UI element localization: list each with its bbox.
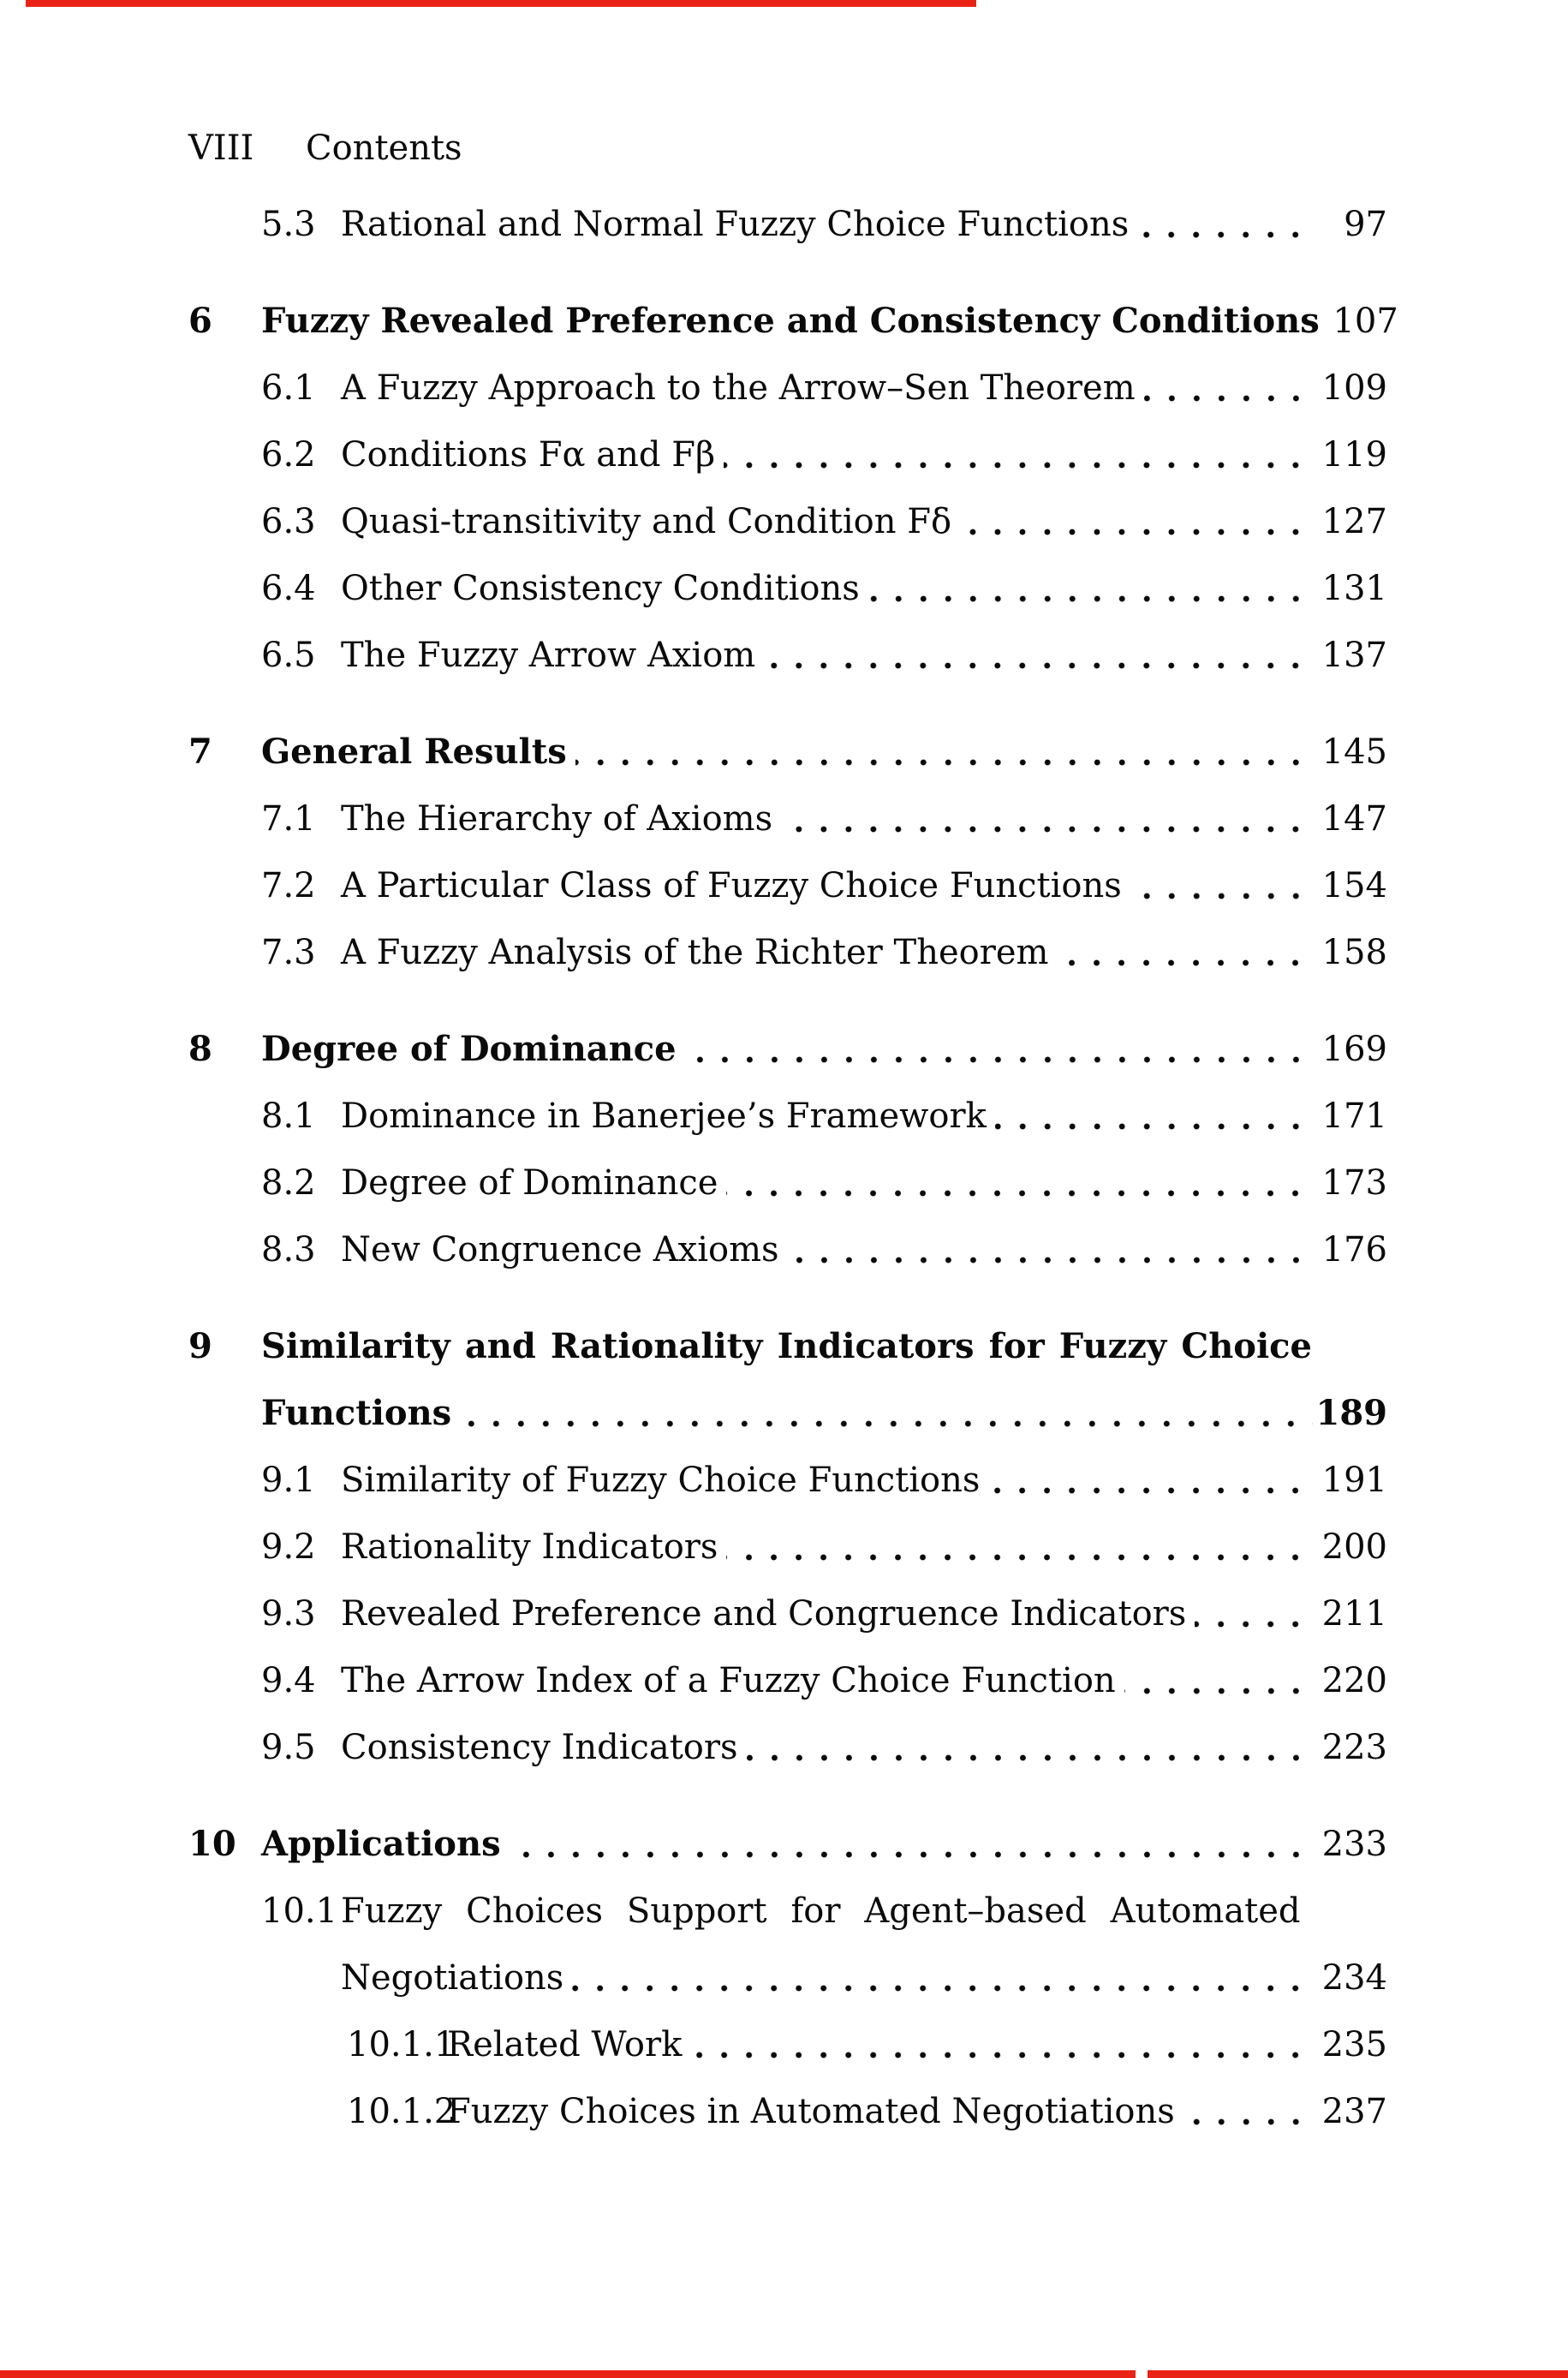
entry-title: New Congruence Axioms (341, 1230, 779, 1270)
entry-title: The Hierarchy of Axioms (341, 799, 773, 839)
toc-entry (0, 202, 1387, 247)
toc-entry (0, 433, 1387, 477)
toc-entry (0, 1525, 1387, 1569)
dot-leader (685, 1056, 1317, 1063)
entry-title: Related Work (447, 2025, 683, 2064)
dot-leader (1195, 1621, 1317, 1628)
entry-title: Rational and Normal Fuzzy Choice Functions (341, 205, 1130, 244)
entry-page-number: 147 (1321, 799, 1387, 839)
dot-leader (1183, 2118, 1317, 2125)
entry-number-label: 10 (188, 1824, 236, 1864)
toc-entry (0, 1391, 1387, 1436)
dot-leader (460, 1420, 1312, 1427)
dot-leader (1144, 395, 1317, 402)
entry-title: Dominance in Banerjee’s Framework (341, 1096, 987, 1136)
dot-leader (1137, 231, 1317, 238)
toc-entry (0, 566, 1387, 611)
entry-page-number: 234 (1321, 1958, 1387, 1998)
dot-leader (1057, 959, 1317, 966)
entry-title: Fuzzy Choices in Automated Negotiations (447, 2092, 1175, 2131)
running-head (0, 126, 1387, 170)
toc-entry (0, 2089, 1387, 2134)
entry-number-label: 7.2 (261, 866, 316, 905)
entry-title: A Particular Class of Fuzzy Choice Functions (341, 866, 1122, 905)
toc-entry (0, 1956, 1387, 2000)
entry-title: A Fuzzy Analysis of the Richter Theorem (341, 933, 1049, 972)
entry-page-number: 237 (1321, 2092, 1387, 2131)
entry-number-label: 8.1 (261, 1096, 316, 1136)
entry-title: Similarity and Rationality Indicators for Fuzzy Choice (261, 1326, 1312, 1366)
entry-page-number: 158 (1321, 933, 1387, 972)
toc-entry (0, 2022, 1387, 2067)
entry-number-label: 7.1 (261, 799, 316, 839)
entry-page-number: 200 (1321, 1527, 1387, 1567)
entry-number-label: 7 (188, 732, 212, 772)
scan-artifact-top-bar (26, 0, 976, 7)
scan-artifact-bottom-bar-left (0, 2370, 1136, 2378)
dot-leader (1130, 893, 1317, 899)
entry-number-label: 8.2 (261, 1163, 316, 1203)
entry-title: A Fuzzy Approach to the Arrow–Sen Theorem (341, 368, 1136, 408)
entry-number-label: 9.3 (261, 1594, 316, 1634)
entry-number-label: 10.1.1 (347, 2025, 456, 2064)
toc-entry (0, 633, 1387, 678)
entry-title: Degree of Dominance (341, 1163, 718, 1203)
dot-leader (960, 529, 1317, 535)
entry-page-number: 127 (1321, 502, 1387, 541)
entry-page-number: 220 (1321, 1661, 1387, 1700)
entry-number-label: 10.1 (261, 1891, 338, 1931)
entry-page-number: 137 (1321, 636, 1387, 675)
scan-artifact-bottom-bar-right (1148, 2370, 1568, 2378)
entry-page-number: 109 (1321, 368, 1387, 408)
entry-title: Similarity of Fuzzy Choice Functions (341, 1461, 981, 1500)
toc-entry (0, 1228, 1387, 1272)
entry-page-number: 97 (1344, 205, 1387, 244)
entry-page-number: 189 (1315, 1393, 1387, 1433)
entry-page-number: 145 (1321, 732, 1387, 772)
entry-number-label: 7.3 (261, 933, 316, 972)
entry-title: Rationality Indicators (341, 1527, 718, 1567)
entry-number-label: 6.2 (261, 435, 316, 475)
entry-number-label: 6.5 (261, 636, 316, 675)
entry-title: Fuzzy Revealed Preference and Consistency Conditions (261, 301, 1320, 341)
toc-entry (0, 1592, 1387, 1636)
dot-leader (724, 462, 1317, 469)
toc-entry (0, 499, 1387, 544)
dot-leader (995, 1123, 1317, 1130)
entry-number-label: 6.3 (261, 502, 316, 541)
dot-leader (690, 2052, 1317, 2058)
entry-page-number: 176 (1321, 1230, 1387, 1270)
entry-title: Fuzzy Choices Support for Agent–based Automated (341, 1891, 1301, 1931)
toc-entry (0, 1324, 1387, 1369)
entry-title: The Fuzzy Arrow Axiom (341, 636, 756, 675)
toc-entry (0, 299, 1398, 344)
folio-page-number: VIII (188, 128, 254, 168)
toc-entry (0, 1161, 1387, 1205)
entry-number-label: 8.3 (261, 1230, 316, 1270)
entry-page-number: 169 (1321, 1030, 1387, 1069)
entry-page-number: 223 (1321, 1728, 1387, 1767)
entry-page-number: 173 (1321, 1163, 1387, 1203)
entry-number-label: 9.1 (261, 1461, 316, 1500)
entry-number-label: 9.5 (261, 1728, 316, 1767)
dot-leader (868, 595, 1317, 602)
entry-number-label: 5.3 (261, 205, 316, 244)
entry-page-number: 171 (1321, 1096, 1387, 1136)
entry-title: Functions (261, 1393, 452, 1433)
entry-number-label: 6.4 (261, 569, 316, 608)
entry-page-number: 233 (1321, 1825, 1387, 1864)
dot-leader (788, 1257, 1317, 1264)
entry-number-label: 6.1 (261, 368, 316, 408)
entry-page-number: 235 (1321, 2025, 1387, 2064)
entry-title: Conditions Fα and Fβ (341, 435, 716, 475)
toc-entry (0, 1889, 1387, 1933)
entry-number-label: 6 (188, 301, 212, 341)
dot-leader (747, 1754, 1317, 1761)
toc-entry (0, 730, 1387, 774)
entry-page-number: 211 (1321, 1594, 1387, 1634)
toc-entry (0, 1094, 1387, 1138)
entry-page-number: 154 (1321, 866, 1387, 905)
entry-number-label: 9.2 (261, 1527, 316, 1567)
entry-title: The Arrow Index of a Fuzzy Choice Function (341, 1661, 1116, 1700)
toc-entry (0, 1725, 1387, 1770)
toc-entry (0, 930, 1387, 975)
toc-entry (0, 1822, 1387, 1867)
entry-title: Other Consistency Conditions (341, 569, 860, 608)
entry-title: Degree of Dominance (261, 1029, 677, 1069)
entry-number-label: 10.1.2 (347, 2092, 456, 2131)
toc-entry (0, 366, 1387, 410)
entry-title: Negotiations (341, 1958, 564, 1998)
dot-leader (988, 1487, 1317, 1494)
entry-page-number: 131 (1321, 569, 1387, 608)
entry-number-label: 9 (188, 1326, 212, 1366)
dot-leader (781, 826, 1317, 833)
entry-page-number: 119 (1321, 435, 1387, 475)
entry-page-number: 107 (1333, 302, 1398, 341)
entry-title: Quasi-transitivity and Condition Fδ (341, 502, 952, 541)
dot-leader (726, 1190, 1317, 1197)
entry-title: Revealed Preference and Congruence Indicators (341, 1594, 1187, 1634)
dot-leader (510, 1851, 1317, 1858)
dot-leader (764, 662, 1317, 669)
entry-number-label: 9.4 (261, 1661, 316, 1700)
toc-entry (0, 1458, 1387, 1503)
toc-list (0, 202, 1398, 2134)
dot-leader (572, 1985, 1317, 1992)
entry-page-number: 191 (1321, 1461, 1387, 1500)
toc-entry (0, 1658, 1387, 1703)
toc-entry (0, 1027, 1387, 1072)
entry-number-label: 8 (188, 1029, 212, 1069)
entry-title: Consistency Indicators (341, 1728, 738, 1767)
running-head-title: Contents (306, 128, 462, 168)
dot-leader (726, 1554, 1317, 1561)
toc-entry (0, 797, 1387, 841)
entry-title: General Results (261, 732, 567, 772)
entry-title: Applications (261, 1824, 501, 1864)
dot-leader (575, 759, 1317, 766)
dot-leader (1124, 1688, 1317, 1694)
toc-entry (0, 863, 1387, 908)
